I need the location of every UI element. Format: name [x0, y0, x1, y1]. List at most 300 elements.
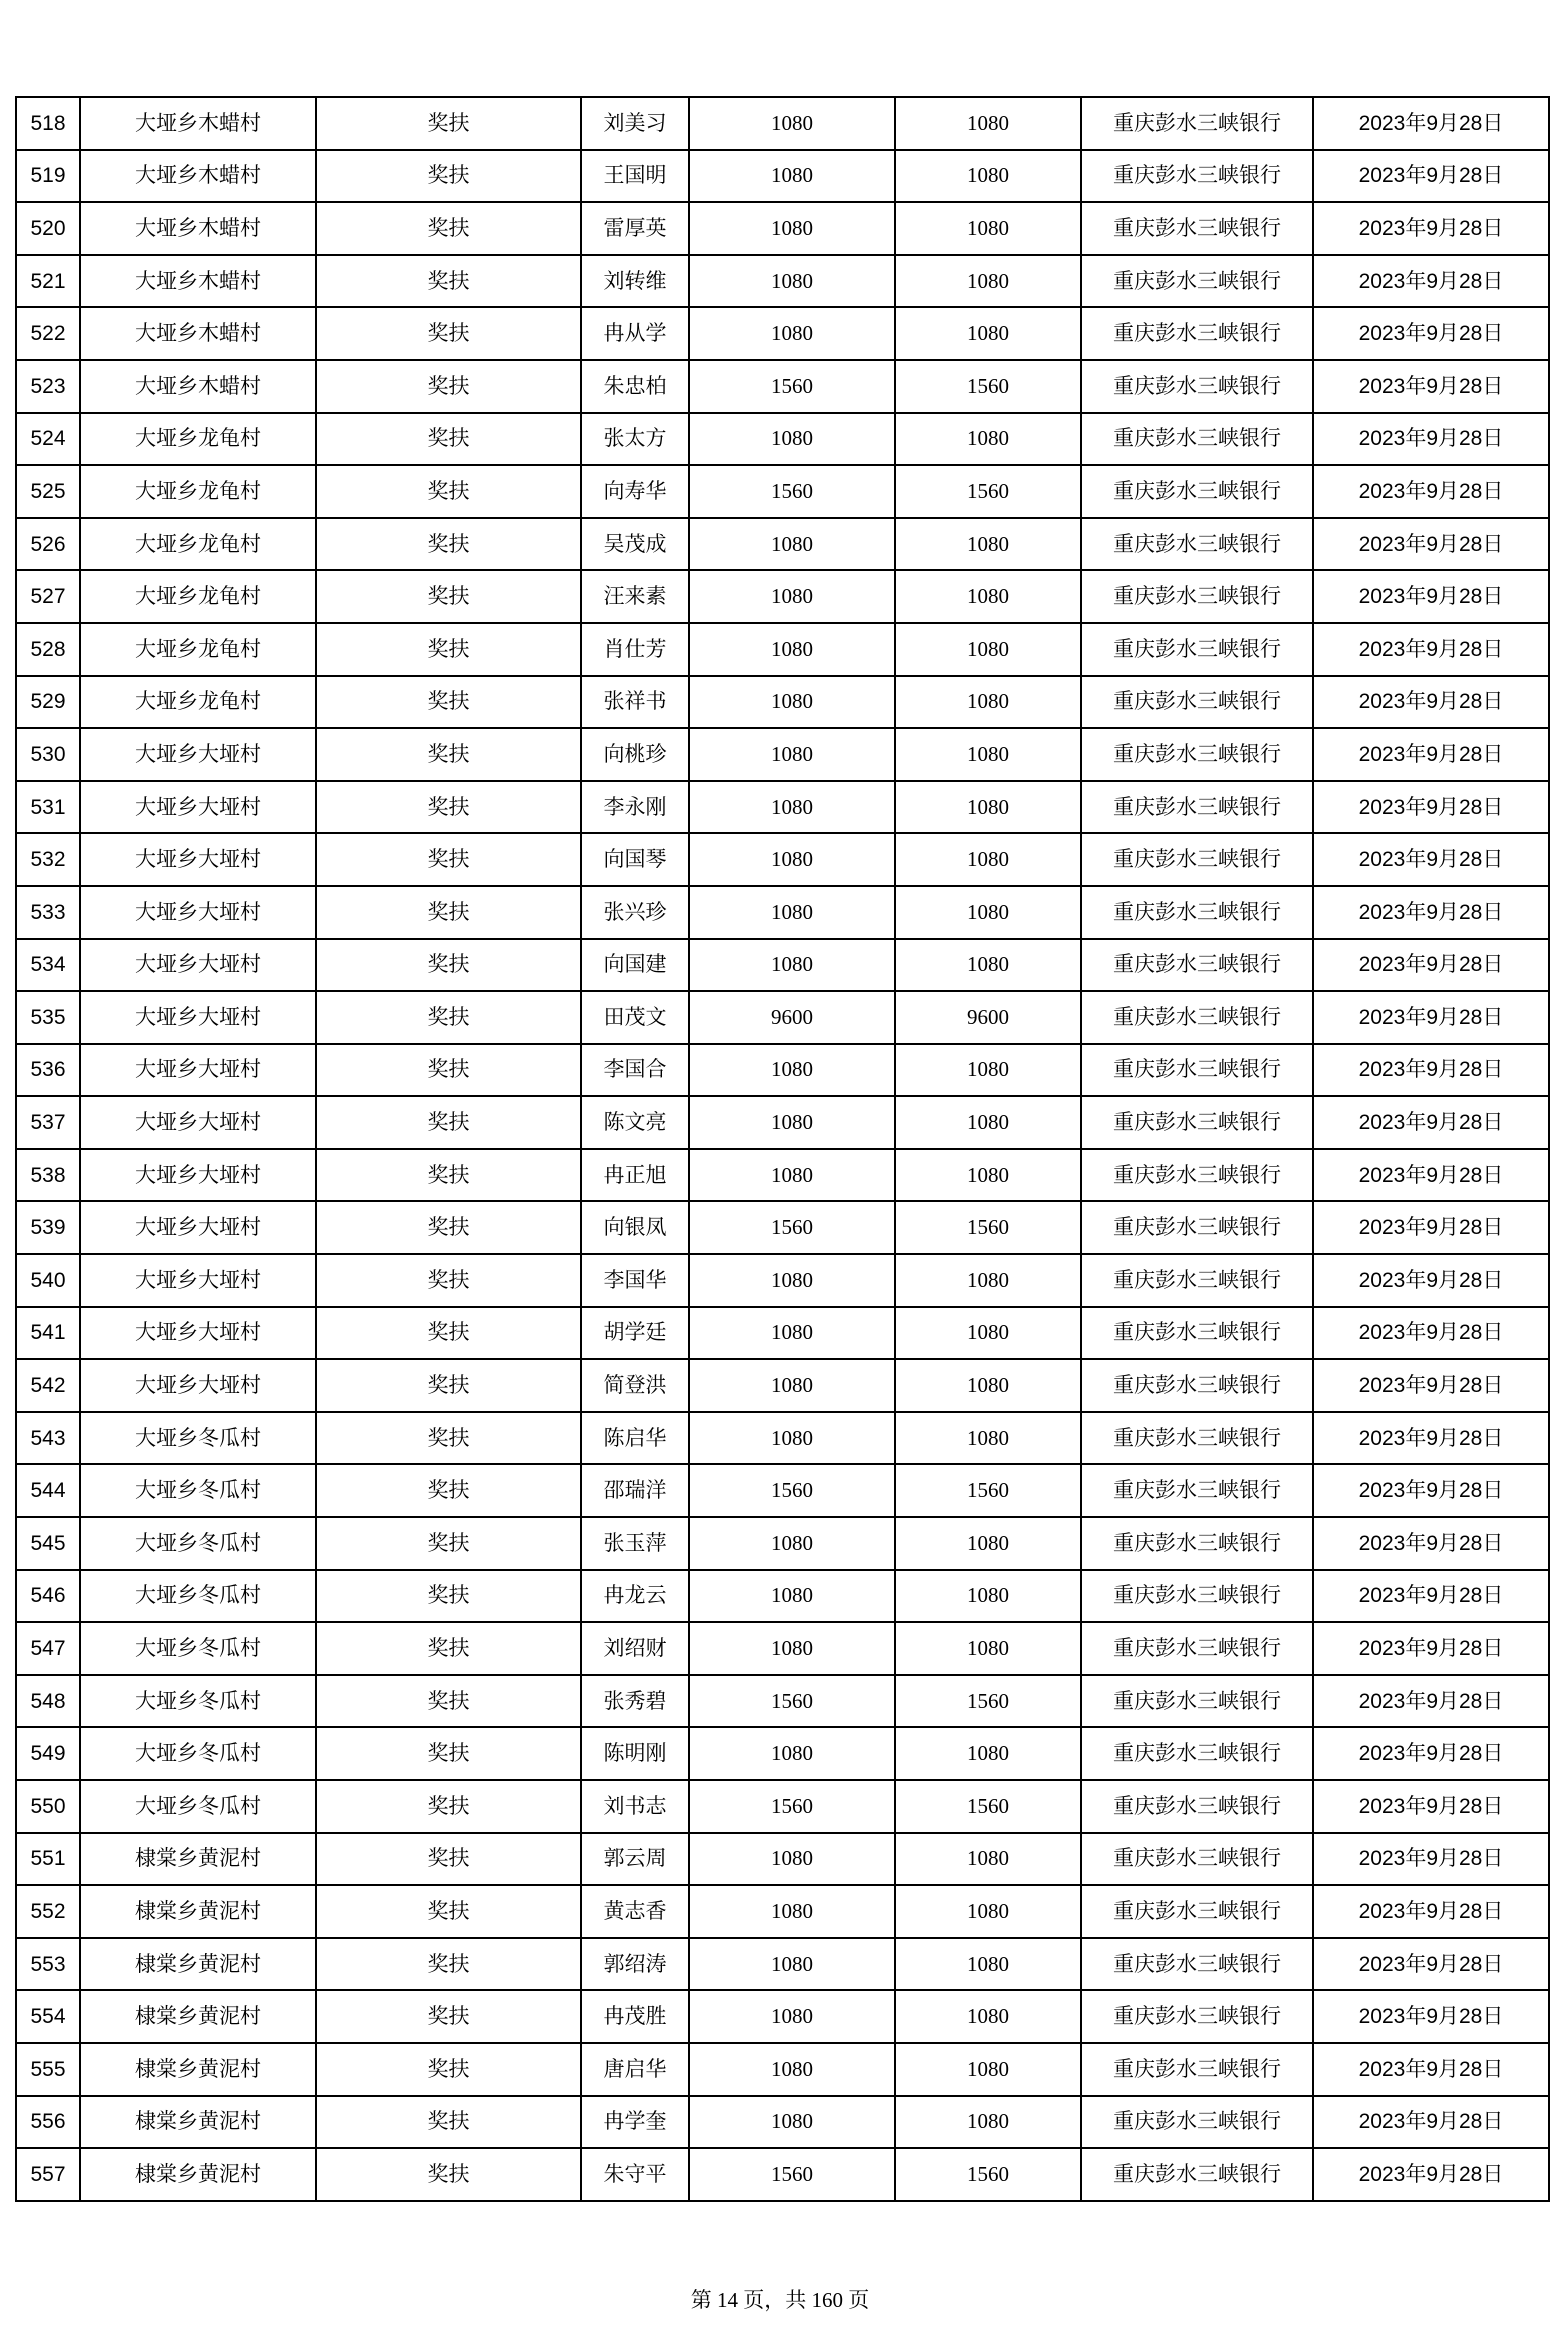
cell-index: 533: [16, 886, 80, 939]
cell-paid: 1080: [895, 1149, 1081, 1202]
table-row: [16, 360, 1549, 413]
cell-name: 刘转维: [581, 255, 689, 308]
cell-amount: 1560: [689, 2148, 895, 2201]
cell-amount: 9600: [689, 991, 895, 1044]
cell-date: 2023年9月28日: [1313, 360, 1549, 413]
cell-village: 大垭乡大垭村: [80, 781, 316, 834]
cell-amount: 1080: [689, 1254, 895, 1307]
cell-paid: 1080: [895, 1885, 1081, 1938]
cell-village: 大垭乡大垭村: [80, 1044, 316, 1097]
cell-type: 奖扶: [316, 1622, 581, 1675]
table-row: [16, 991, 1549, 1044]
cell-amount: 1080: [689, 1412, 895, 1465]
table-row: [16, 1464, 1549, 1517]
cell-amount: 1080: [689, 1622, 895, 1675]
cell-bank: 重庆彭水三峡银行: [1081, 676, 1313, 729]
cell-bank: 重庆彭水三峡银行: [1081, 1833, 1313, 1886]
cell-amount: 1080: [689, 1833, 895, 1886]
cell-bank: 重庆彭水三峡银行: [1081, 307, 1313, 360]
cell-index: 541: [16, 1307, 80, 1360]
table-row: [16, 1622, 1549, 1675]
cell-type: 奖扶: [316, 676, 581, 729]
cell-type: 奖扶: [316, 1780, 581, 1833]
cell-index: 537: [16, 1096, 80, 1149]
cell-name: 雷厚英: [581, 202, 689, 255]
cell-index: 527: [16, 570, 80, 623]
cell-paid: 1080: [895, 307, 1081, 360]
cell-name: 向银凤: [581, 1201, 689, 1254]
cell-bank: 重庆彭水三峡银行: [1081, 1096, 1313, 1149]
cell-name: 肖仕芳: [581, 623, 689, 676]
table-row: [16, 939, 1549, 992]
cell-date: 2023年9月28日: [1313, 1359, 1549, 1412]
cell-amount: 1080: [689, 1096, 895, 1149]
cell-village: 大垭乡大垭村: [80, 1201, 316, 1254]
table-row: [16, 518, 1549, 571]
cell-paid: 1080: [895, 1044, 1081, 1097]
cell-paid: 1080: [895, 202, 1081, 255]
cell-amount: 1080: [689, 1359, 895, 1412]
cell-date: 2023年9月28日: [1313, 1464, 1549, 1517]
cell-index: 543: [16, 1412, 80, 1465]
cell-amount: 1080: [689, 1727, 895, 1780]
cell-bank: 重庆彭水三峡银行: [1081, 1727, 1313, 1780]
cell-type: 奖扶: [316, 97, 581, 150]
cell-paid: 1080: [895, 1622, 1081, 1675]
cell-type: 奖扶: [316, 1570, 581, 1623]
cell-name: 向寿华: [581, 465, 689, 518]
cell-bank: 重庆彭水三峡银行: [1081, 728, 1313, 781]
cell-paid: 1560: [895, 1464, 1081, 1517]
cell-date: 2023年9月28日: [1313, 1727, 1549, 1780]
cell-type: 奖扶: [316, 1412, 581, 1465]
table-row: [16, 1517, 1549, 1570]
cell-paid: 1080: [895, 413, 1081, 466]
cell-amount: 1560: [689, 1675, 895, 1728]
cell-type: 奖扶: [316, 781, 581, 834]
cell-paid: 1080: [895, 833, 1081, 886]
cell-index: 547: [16, 1622, 80, 1675]
cell-index: 552: [16, 1885, 80, 1938]
cell-paid: 1080: [895, 623, 1081, 676]
cell-type: 奖扶: [316, 1149, 581, 1202]
cell-paid: 1560: [895, 2148, 1081, 2201]
cell-amount: 1080: [689, 1307, 895, 1360]
cell-bank: 重庆彭水三峡银行: [1081, 1044, 1313, 1097]
cell-amount: 1080: [689, 833, 895, 886]
cell-amount: 1080: [689, 570, 895, 623]
cell-village: 大垭乡冬瓜村: [80, 1780, 316, 1833]
cell-date: 2023年9月28日: [1313, 1622, 1549, 1675]
cell-name: 唐启华: [581, 2043, 689, 2096]
cell-date: 2023年9月28日: [1313, 1149, 1549, 1202]
cell-type: 奖扶: [316, 1464, 581, 1517]
cell-type: 奖扶: [316, 307, 581, 360]
cell-name: 王国明: [581, 150, 689, 203]
cell-bank: 重庆彭水三峡银行: [1081, 2043, 1313, 2096]
cell-village: 棣棠乡黄泥村: [80, 1885, 316, 1938]
cell-index: 548: [16, 1675, 80, 1728]
cell-type: 奖扶: [316, 465, 581, 518]
cell-name: 郭云周: [581, 1833, 689, 1886]
cell-date: 2023年9月28日: [1313, 1990, 1549, 2043]
cell-amount: 1080: [689, 781, 895, 834]
table-row: [16, 886, 1549, 939]
cell-amount: 1080: [689, 939, 895, 992]
cell-bank: 重庆彭水三峡银行: [1081, 1570, 1313, 1623]
cell-name: 郭绍涛: [581, 1938, 689, 1991]
cell-paid: 1080: [895, 570, 1081, 623]
cell-name: 邵瑞洋: [581, 1464, 689, 1517]
cell-date: 2023年9月28日: [1313, 413, 1549, 466]
cell-type: 奖扶: [316, 570, 581, 623]
cell-paid: 1560: [895, 465, 1081, 518]
cell-amount: 1080: [689, 255, 895, 308]
cell-paid: 1080: [895, 728, 1081, 781]
cell-index: 520: [16, 202, 80, 255]
cell-paid: 1080: [895, 97, 1081, 150]
cell-bank: 重庆彭水三峡银行: [1081, 150, 1313, 203]
cell-paid: 1080: [895, 1412, 1081, 1465]
cell-name: 冉学奎: [581, 2096, 689, 2149]
cell-date: 2023年9月28日: [1313, 1307, 1549, 1360]
cell-bank: 重庆彭水三峡银行: [1081, 1359, 1313, 1412]
cell-village: 棣棠乡黄泥村: [80, 2148, 316, 2201]
cell-amount: 1080: [689, 97, 895, 150]
cell-type: 奖扶: [316, 360, 581, 413]
table-row: [16, 202, 1549, 255]
cell-name: 刘书志: [581, 1780, 689, 1833]
cell-bank: 重庆彭水三峡银行: [1081, 2096, 1313, 2149]
cell-index: 542: [16, 1359, 80, 1412]
cell-type: 奖扶: [316, 1517, 581, 1570]
table-row: [16, 1990, 1549, 2043]
cell-date: 2023年9月28日: [1313, 465, 1549, 518]
cell-index: 526: [16, 518, 80, 571]
cell-index: 538: [16, 1149, 80, 1202]
cell-name: 冉从学: [581, 307, 689, 360]
cell-type: 奖扶: [316, 2043, 581, 2096]
cell-village: 大垭乡木蜡村: [80, 360, 316, 413]
cell-village: 棣棠乡黄泥村: [80, 2043, 316, 2096]
table-row: [16, 1096, 1549, 1149]
cell-village: 大垭乡大垭村: [80, 939, 316, 992]
cell-paid: 1080: [895, 1833, 1081, 1886]
cell-village: 大垭乡龙龟村: [80, 676, 316, 729]
table-row: [16, 1938, 1549, 1991]
table-row: [16, 1833, 1549, 1886]
cell-amount: 1080: [689, 1044, 895, 1097]
cell-village: 大垭乡木蜡村: [80, 255, 316, 308]
cell-name: 吴茂成: [581, 518, 689, 571]
cell-name: 张太方: [581, 413, 689, 466]
cell-type: 奖扶: [316, 1201, 581, 1254]
cell-village: 大垭乡冬瓜村: [80, 1727, 316, 1780]
cell-amount: 1080: [689, 1885, 895, 1938]
cell-bank: 重庆彭水三峡银行: [1081, 518, 1313, 571]
cell-village: 大垭乡冬瓜村: [80, 1517, 316, 1570]
cell-type: 奖扶: [316, 833, 581, 886]
cell-name: 胡学廷: [581, 1307, 689, 1360]
cell-paid: 1080: [895, 2043, 1081, 2096]
cell-village: 大垭乡大垭村: [80, 833, 316, 886]
cell-bank: 重庆彭水三峡银行: [1081, 1517, 1313, 1570]
cell-index: 518: [16, 97, 80, 150]
cell-name: 张兴珍: [581, 886, 689, 939]
cell-index: 556: [16, 2096, 80, 2149]
cell-type: 奖扶: [316, 886, 581, 939]
cell-type: 奖扶: [316, 1727, 581, 1780]
cell-bank: 重庆彭水三峡银行: [1081, 1149, 1313, 1202]
cell-name: 刘绍财: [581, 1622, 689, 1675]
cell-type: 奖扶: [316, 1044, 581, 1097]
table-row: [16, 1307, 1549, 1360]
cell-bank: 重庆彭水三峡银行: [1081, 781, 1313, 834]
cell-village: 大垭乡大垭村: [80, 728, 316, 781]
cell-index: 545: [16, 1517, 80, 1570]
table-row: [16, 1727, 1549, 1780]
cell-paid: 1080: [895, 1938, 1081, 1991]
payment-table: [15, 96, 1550, 2202]
cell-type: 奖扶: [316, 1938, 581, 1991]
cell-index: 555: [16, 2043, 80, 2096]
cell-amount: 1080: [689, 676, 895, 729]
cell-date: 2023年9月28日: [1313, 991, 1549, 1044]
cell-name: 朱忠柏: [581, 360, 689, 413]
cell-paid: 1560: [895, 1201, 1081, 1254]
table-row: [16, 1149, 1549, 1202]
table-row: [16, 1675, 1549, 1728]
cell-name: 朱守平: [581, 2148, 689, 2201]
cell-paid: 1080: [895, 1517, 1081, 1570]
cell-name: 简登洪: [581, 1359, 689, 1412]
cell-paid: 1560: [895, 1780, 1081, 1833]
cell-type: 奖扶: [316, 939, 581, 992]
cell-bank: 重庆彭水三峡银行: [1081, 1780, 1313, 1833]
cell-amount: 1080: [689, 1149, 895, 1202]
table-row: [16, 833, 1549, 886]
cell-bank: 重庆彭水三峡银行: [1081, 97, 1313, 150]
cell-type: 奖扶: [316, 2096, 581, 2149]
cell-name: 向国建: [581, 939, 689, 992]
cell-amount: 1080: [689, 1990, 895, 2043]
cell-name: 张玉萍: [581, 1517, 689, 1570]
cell-bank: 重庆彭水三峡银行: [1081, 623, 1313, 676]
cell-paid: 1560: [895, 1675, 1081, 1728]
cell-name: 刘美习: [581, 97, 689, 150]
cell-amount: 1560: [689, 1780, 895, 1833]
cell-paid: 1080: [895, 150, 1081, 203]
cell-amount: 1560: [689, 465, 895, 518]
cell-bank: 重庆彭水三峡银行: [1081, 939, 1313, 992]
cell-type: 奖扶: [316, 728, 581, 781]
cell-bank: 重庆彭水三峡银行: [1081, 1412, 1313, 1465]
cell-village: 大垭乡大垭村: [80, 1149, 316, 1202]
cell-village: 大垭乡大垭村: [80, 886, 316, 939]
cell-date: 2023年9月28日: [1313, 1044, 1549, 1097]
table-row: [16, 1780, 1549, 1833]
cell-village: 大垭乡冬瓜村: [80, 1570, 316, 1623]
cell-index: 553: [16, 1938, 80, 1991]
cell-amount: 1080: [689, 202, 895, 255]
table-row: [16, 781, 1549, 834]
cell-date: 2023年9月28日: [1313, 1096, 1549, 1149]
cell-paid: 1080: [895, 676, 1081, 729]
cell-bank: 重庆彭水三峡银行: [1081, 202, 1313, 255]
cell-index: 536: [16, 1044, 80, 1097]
table-row: [16, 1201, 1549, 1254]
cell-village: 大垭乡龙龟村: [80, 570, 316, 623]
cell-paid: 1080: [895, 1727, 1081, 1780]
table-row: [16, 570, 1549, 623]
cell-paid: 1080: [895, 886, 1081, 939]
cell-village: 大垭乡木蜡村: [80, 307, 316, 360]
cell-bank: 重庆彭水三峡银行: [1081, 1307, 1313, 1360]
cell-type: 奖扶: [316, 1833, 581, 1886]
table-row: [16, 1885, 1549, 1938]
cell-date: 2023年9月28日: [1313, 255, 1549, 308]
cell-village: 大垭乡木蜡村: [80, 97, 316, 150]
cell-name: 冉龙云: [581, 1570, 689, 1623]
cell-index: 557: [16, 2148, 80, 2201]
cell-date: 2023年9月28日: [1313, 676, 1549, 729]
cell-amount: 1080: [689, 2096, 895, 2149]
cell-bank: 重庆彭水三峡银行: [1081, 465, 1313, 518]
cell-index: 546: [16, 1570, 80, 1623]
cell-paid: 1080: [895, 781, 1081, 834]
table-row: [16, 2148, 1549, 2201]
cell-village: 大垭乡冬瓜村: [80, 1464, 316, 1517]
cell-index: 529: [16, 676, 80, 729]
cell-date: 2023年9月28日: [1313, 1517, 1549, 1570]
cell-date: 2023年9月28日: [1313, 1570, 1549, 1623]
table-row: [16, 1412, 1549, 1465]
cell-amount: 1080: [689, 150, 895, 203]
cell-index: 534: [16, 939, 80, 992]
cell-paid: 1080: [895, 1359, 1081, 1412]
cell-bank: 重庆彭水三峡银行: [1081, 1990, 1313, 2043]
cell-village: 棣棠乡黄泥村: [80, 1990, 316, 2043]
cell-type: 奖扶: [316, 150, 581, 203]
cell-index: 540: [16, 1254, 80, 1307]
cell-index: 531: [16, 781, 80, 834]
cell-date: 2023年9月28日: [1313, 518, 1549, 571]
cell-index: 532: [16, 833, 80, 886]
cell-name: 张秀碧: [581, 1675, 689, 1728]
cell-date: 2023年9月28日: [1313, 1938, 1549, 1991]
cell-village: 大垭乡冬瓜村: [80, 1622, 316, 1675]
cell-name: 冉茂胜: [581, 1990, 689, 2043]
cell-paid: 1080: [895, 1096, 1081, 1149]
cell-amount: 1560: [689, 1464, 895, 1517]
cell-date: 2023年9月28日: [1313, 150, 1549, 203]
cell-village: 大垭乡大垭村: [80, 1096, 316, 1149]
cell-type: 奖扶: [316, 991, 581, 1044]
cell-date: 2023年9月28日: [1313, 623, 1549, 676]
cell-index: 539: [16, 1201, 80, 1254]
cell-bank: 重庆彭水三峡银行: [1081, 1885, 1313, 1938]
cell-date: 2023年9月28日: [1313, 1833, 1549, 1886]
cell-name: 李永刚: [581, 781, 689, 834]
cell-name: 黄志香: [581, 1885, 689, 1938]
cell-date: 2023年9月28日: [1313, 1780, 1549, 1833]
cell-paid: 9600: [895, 991, 1081, 1044]
cell-name: 张祥书: [581, 676, 689, 729]
cell-bank: 重庆彭水三峡银行: [1081, 1201, 1313, 1254]
table-row: [16, 255, 1549, 308]
cell-type: 奖扶: [316, 2148, 581, 2201]
table-row: [16, 728, 1549, 781]
table-row: [16, 623, 1549, 676]
cell-paid: 1080: [895, 1307, 1081, 1360]
table-row: [16, 307, 1549, 360]
cell-village: 大垭乡大垭村: [80, 1254, 316, 1307]
cell-index: 554: [16, 1990, 80, 2043]
cell-index: 551: [16, 1833, 80, 1886]
cell-bank: 重庆彭水三峡银行: [1081, 570, 1313, 623]
cell-village: 棣棠乡黄泥村: [80, 1938, 316, 1991]
cell-village: 大垭乡大垭村: [80, 1359, 316, 1412]
cell-amount: 1080: [689, 623, 895, 676]
cell-date: 2023年9月28日: [1313, 781, 1549, 834]
cell-village: 大垭乡冬瓜村: [80, 1412, 316, 1465]
cell-index: 549: [16, 1727, 80, 1780]
cell-bank: 重庆彭水三峡银行: [1081, 991, 1313, 1044]
cell-paid: 1080: [895, 1570, 1081, 1623]
cell-bank: 重庆彭水三峡银行: [1081, 1622, 1313, 1675]
cell-village: 棣棠乡黄泥村: [80, 2096, 316, 2149]
cell-bank: 重庆彭水三峡银行: [1081, 2148, 1313, 2201]
cell-date: 2023年9月28日: [1313, 939, 1549, 992]
cell-date: 2023年9月28日: [1313, 202, 1549, 255]
cell-village: 大垭乡龙龟村: [80, 413, 316, 466]
cell-name: 向国琴: [581, 833, 689, 886]
cell-amount: 1080: [689, 2043, 895, 2096]
cell-type: 奖扶: [316, 518, 581, 571]
cell-name: 向桃珍: [581, 728, 689, 781]
table-row: [16, 1359, 1549, 1412]
cell-index: 550: [16, 1780, 80, 1833]
cell-bank: 重庆彭水三峡银行: [1081, 833, 1313, 886]
cell-type: 奖扶: [316, 1675, 581, 1728]
cell-paid: 1560: [895, 360, 1081, 413]
cell-village: 大垭乡木蜡村: [80, 150, 316, 203]
cell-village: 棣棠乡黄泥村: [80, 1833, 316, 1886]
cell-name: 李国华: [581, 1254, 689, 1307]
cell-bank: 重庆彭水三峡银行: [1081, 360, 1313, 413]
cell-bank: 重庆彭水三峡银行: [1081, 1938, 1313, 1991]
cell-paid: 1080: [895, 2096, 1081, 2149]
cell-index: 523: [16, 360, 80, 413]
cell-type: 奖扶: [316, 1254, 581, 1307]
cell-bank: 重庆彭水三峡银行: [1081, 413, 1313, 466]
cell-village: 大垭乡龙龟村: [80, 465, 316, 518]
table-row: [16, 97, 1549, 150]
cell-name: 陈启华: [581, 1412, 689, 1465]
cell-amount: 1080: [689, 886, 895, 939]
cell-village: 大垭乡木蜡村: [80, 202, 316, 255]
cell-village: 大垭乡龙龟村: [80, 623, 316, 676]
cell-date: 2023年9月28日: [1313, 307, 1549, 360]
cell-date: 2023年9月28日: [1313, 2148, 1549, 2201]
cell-name: 田茂文: [581, 991, 689, 1044]
cell-amount: 1560: [689, 1201, 895, 1254]
cell-date: 2023年9月28日: [1313, 1201, 1549, 1254]
cell-date: 2023年9月28日: [1313, 2096, 1549, 2149]
cell-type: 奖扶: [316, 1096, 581, 1149]
table-row: [16, 150, 1549, 203]
cell-bank: 重庆彭水三峡银行: [1081, 886, 1313, 939]
